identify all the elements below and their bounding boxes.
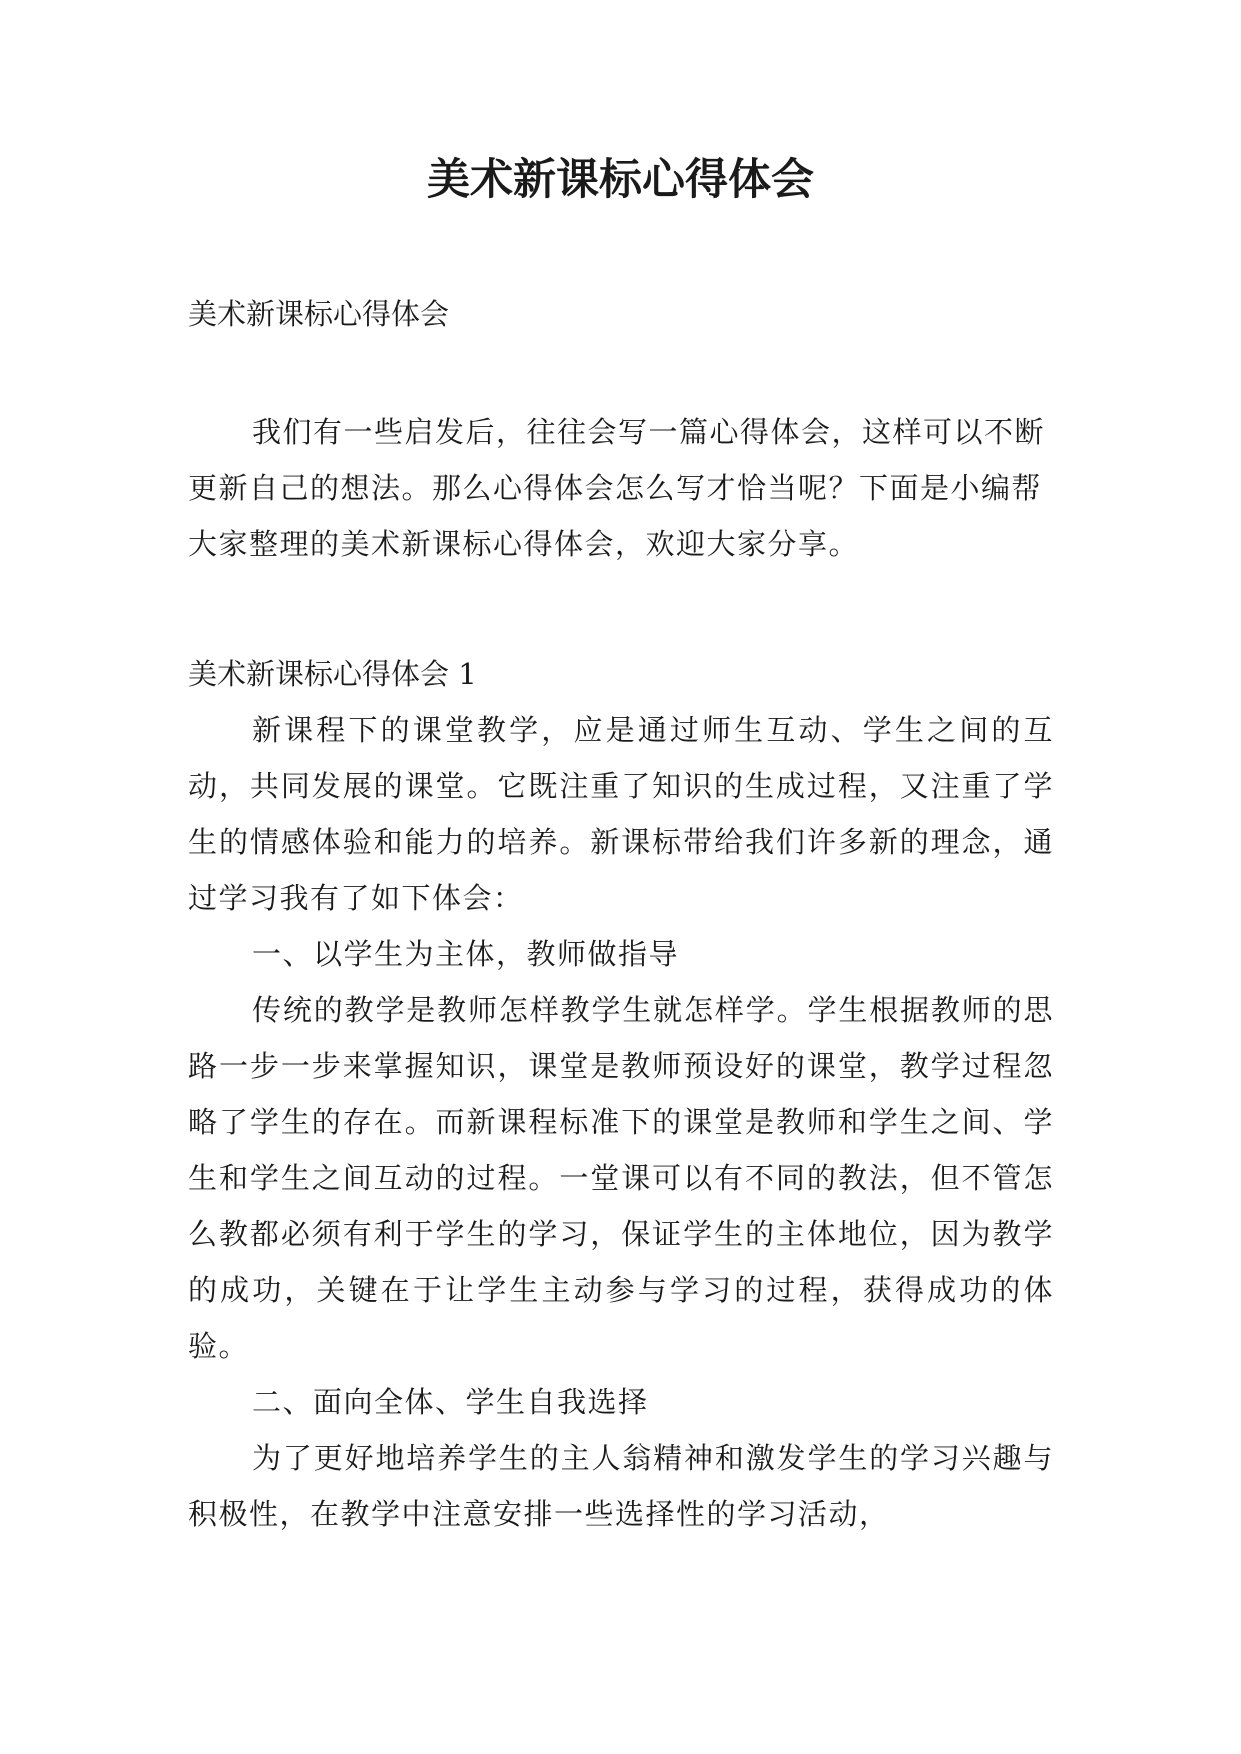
document-subtitle: 美术新课标心得体会 <box>188 297 450 331</box>
body-paragraph: 传统的教学是教师怎样教学生就怎样学。学生根据教师的思路一步一步来掌握知识，课堂是教师预设好的课堂，教学过程忽略了学生的存在。而新课程标准下的课堂是教师和学生之间、学生和学生之间互动的过程。一堂课可以有不同的教法，但不管怎么教都必须有利于学生的学习，保证学生的主体地位，因为教学的成功，关键在于让学生主动参与学习的过程，获得成功的体验。 <box>188 993 1054 1363</box>
section-heading: 美术新课标心得体会 1 <box>188 657 477 691</box>
point-heading: 二、面向全体、学生自我选择 <box>252 1385 649 1419</box>
body-paragraph: 为了更好地培养学生的主人翁精神和激发学生的学习兴趣与积极性，在教学中注意安排一些选择性的学习活动， <box>188 1441 1054 1531</box>
point-heading: 一、以学生为主体，教师做指导 <box>252 937 680 971</box>
intro-paragraph: 我们有一些启发后，往往会写一篇心得体会，这样可以不断更新自己的想法。那么心得体会怎么写才恰当呢？下面是小编帮大家整理的美术新课标心得体会，欢迎大家分享。 <box>188 415 1046 561</box>
document-title: 美术新课标心得体会 <box>427 155 814 205</box>
section-1 <box>188 646 1054 1542</box>
body-paragraph: 新课程下的课堂教学，应是通过师生互动、学生之间的互动，共同发展的课堂。它既注重了知识的生成过程，又注重了学生的情感体验和能力的培养。新课标带给我们许多新的理念，通过学习我有了如下体会： <box>188 713 1054 915</box>
